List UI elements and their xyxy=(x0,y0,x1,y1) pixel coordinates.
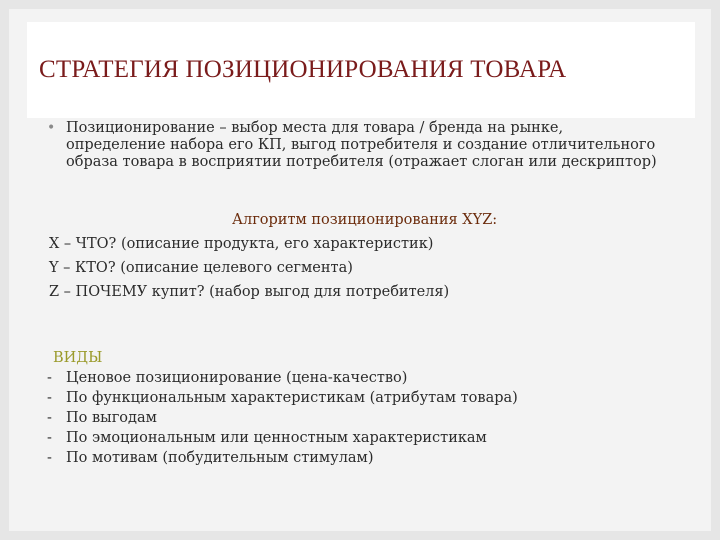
list-item xyxy=(47,410,157,426)
list-item-text: По функциональным характеристикам (атрибутам товара) xyxy=(66,390,518,406)
bullet-marker: • xyxy=(47,120,56,136)
slide-title: СТРАТЕГИЯ ПОЗИЦИОНИРОВАНИЯ ТОВАРА xyxy=(39,56,567,83)
list-item-text: Ценовое позиционирование (цена-качество) xyxy=(66,370,408,386)
list-item xyxy=(47,390,518,406)
algorithm-title: Алгоритм позиционирования XYZ: xyxy=(232,212,498,228)
list-item xyxy=(47,450,374,466)
algorithm-line-x: X – ЧТО? (описание продукта, его характеристик) xyxy=(49,236,434,252)
dash-marker: - xyxy=(47,410,52,426)
definition-bullet xyxy=(47,120,657,171)
list-item xyxy=(47,370,407,386)
dash-marker: - xyxy=(47,450,52,466)
dash-marker: - xyxy=(47,370,52,386)
list-item-text: По эмоциональным или ценностным характеристикам xyxy=(66,430,487,446)
dash-marker: - xyxy=(47,390,52,406)
algorithm-line-y: Y – КТО? (описание целевого сегмента) xyxy=(49,260,353,276)
dash-marker: - xyxy=(47,430,52,446)
list-item-text: По мотивам (побудительным стимулам) xyxy=(66,450,374,466)
list-item-text: По выгодам xyxy=(66,410,157,426)
types-title: ВИДЫ xyxy=(53,350,103,366)
algorithm-line-z: Z – ПОЧЕМУ купит? (набор выгод для потребителя) xyxy=(49,284,450,300)
list-item xyxy=(47,430,487,446)
definition-text: Позиционирование – выбор места для товара / бренда на рынке, определение набора его КП, выгод потребителя и создание отличительного образа товара в восприятии потребителя (отражает слоган или дескриптор) xyxy=(66,120,657,170)
